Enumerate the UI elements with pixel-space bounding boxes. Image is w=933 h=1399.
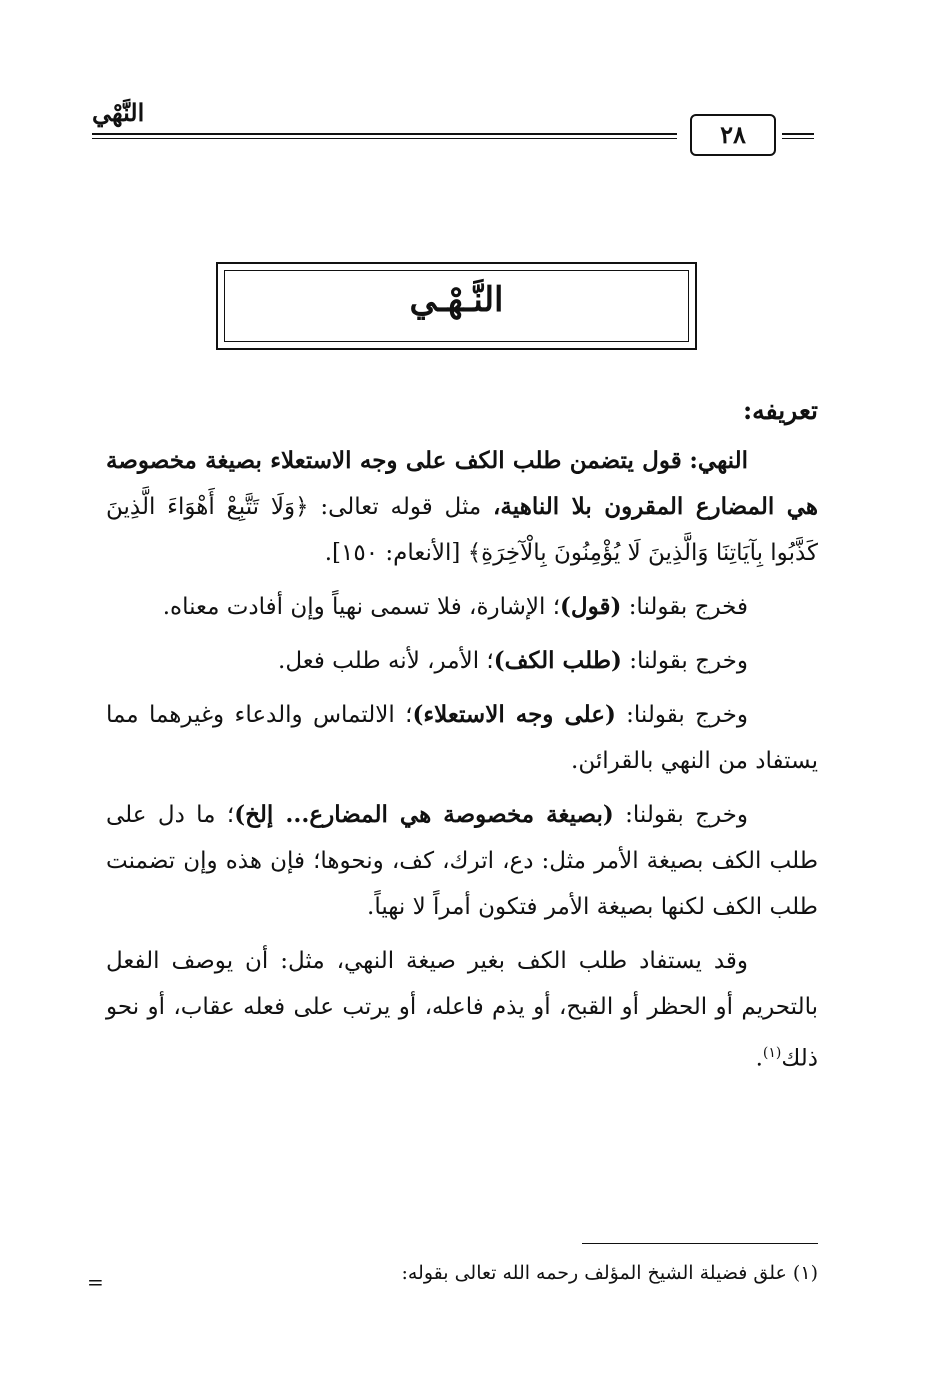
header-rule-right	[782, 133, 814, 139]
paragraph-4-term: (بصيغة مخصوصة هي المضارع... إلخ)	[234, 801, 614, 828]
paragraph-3-tail: ؛ الالتماس والدعاء وغيرهما مما يستفاد من النهي بالقرائن.	[106, 702, 818, 774]
paragraph-4-tail: ؛ ما دل على طلب الكف بصيغة الأمر مثل: دع، اترك، كف، ونحوها؛ فإن هذه وإن تضمنت طلب الكف لكنها بصيغة الأمر فتكون أمراً لا نهياً.	[106, 802, 818, 920]
section-heading: تعريفه:	[742, 396, 818, 425]
definition-tail: مثل قوله تعالى:	[320, 494, 482, 520]
paragraph-1-term: (قول)	[560, 593, 622, 620]
paragraph-1-lead: فخرج بقولنا:	[628, 594, 748, 620]
paragraph-1-tail: ؛ الإشارة، فلا تسمى نهياً وإن أفادت معناه.	[162, 594, 561, 620]
paragraph-2-term: (طلب الكف)	[493, 647, 622, 674]
paragraph-3-lead: وخرج بقولنا:	[626, 702, 748, 728]
chapter-title-frame	[216, 262, 697, 350]
paragraph-5	[106, 938, 818, 1082]
footnote-rule	[582, 1243, 818, 1244]
paragraph-4-lead: وخرج بقولنا:	[625, 802, 748, 828]
paragraph-5-end: .	[755, 1045, 763, 1072]
paragraph-3-term: (على وجه الاستعلاء)	[412, 701, 616, 728]
footnote-marker: (١)	[762, 1045, 782, 1061]
quran-reference: [الأنعام: ١٥٠].	[324, 540, 461, 566]
definition-term: النهي:	[689, 447, 749, 474]
page-number: ٢٨	[690, 114, 776, 156]
paragraph-2-lead: وخرج بقولنا:	[629, 648, 748, 674]
definition-text: قول يتضمن طلب الكف على وجه الاستعلاء بصيغة مخصوصة هي المضارع المقرون بلا الناهية،	[106, 447, 818, 520]
quran-verse: ﴿وَلَا تَتَّبِعْ أَهْوَاءَ الَّذِينَ كَذَّبُوا بِآيَاتِنَا وَالَّذِينَ لَا يُؤْمِنُونَ بِالْآخِرَةِ﴾	[106, 494, 818, 566]
definition-paragraph	[106, 438, 818, 576]
running-title: النَّهْي	[92, 98, 145, 127]
paragraph-2	[106, 638, 818, 684]
paragraph-4	[106, 792, 818, 930]
paragraph-2-tail: ؛ الأمر، لأنه طلب فعل.	[278, 648, 494, 674]
footnote: (١) علق فضيلة الشيخ المؤلف رحمه الله تعالى بقوله:	[401, 1262, 818, 1284]
header-rule	[92, 133, 677, 139]
chapter-title: النَّـهْـي	[409, 280, 504, 320]
paragraph-5-text: وقد يستفاد طلب الكف بغير صيغة النهي، مثل: أن يوصف الفعل بالتحريم أو الحظر أو القبح، أو يذم فاعله، أو يرتب على فعله عقاب، أو نحو ذلك	[106, 948, 818, 1072]
footnote-continue-mark: =	[87, 1270, 104, 1294]
paragraph-1	[106, 584, 818, 630]
body-text	[106, 388, 818, 1090]
paragraph-3	[106, 692, 818, 784]
